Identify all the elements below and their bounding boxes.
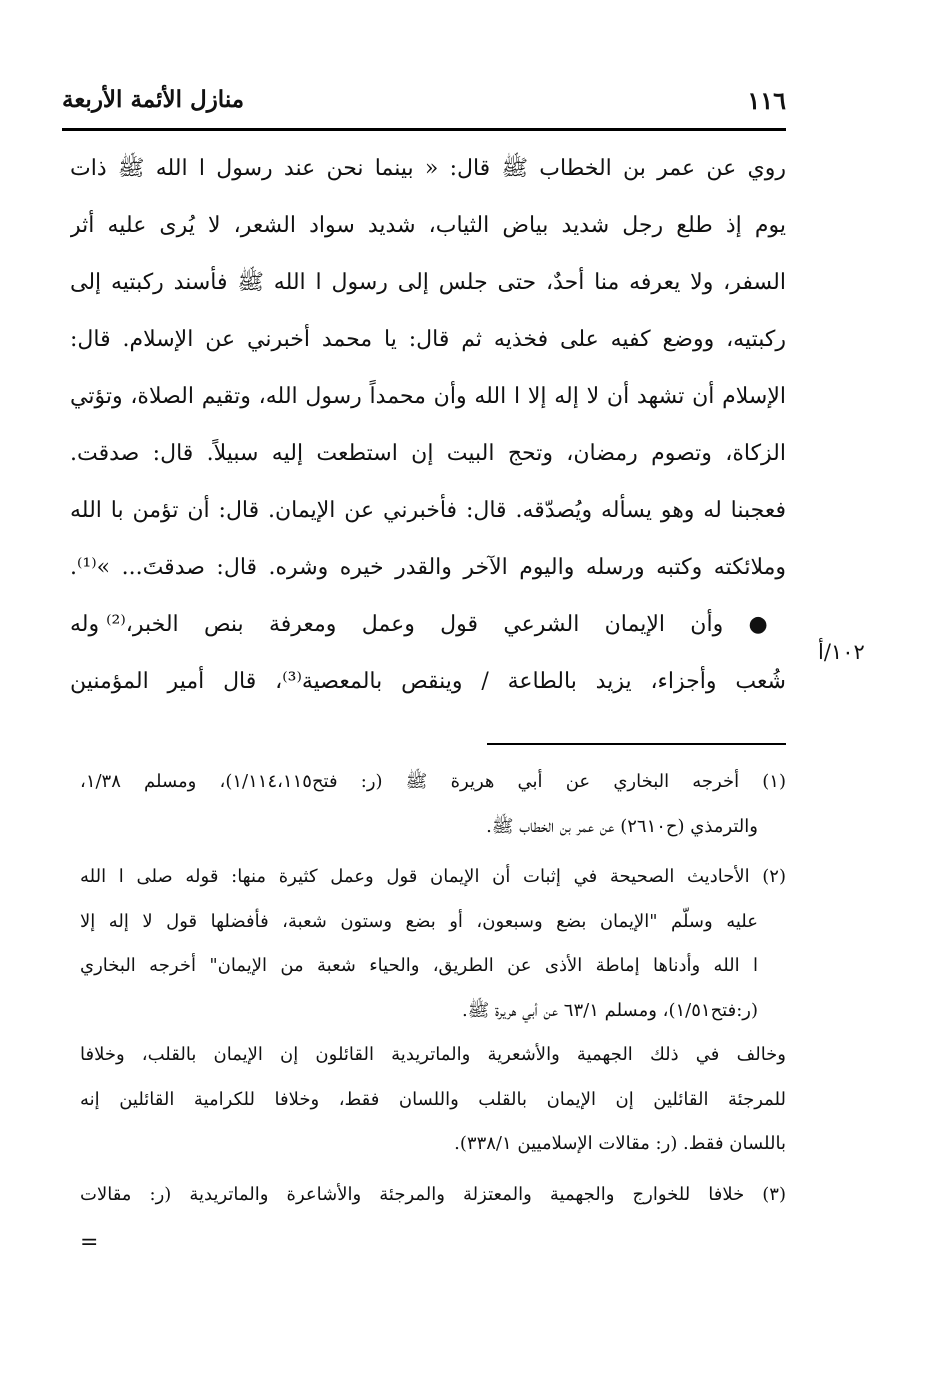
text-line: ● وأن الإيمان الشرعي قول وعمل ومعرفة بنص الخبر،⁽²⁾ وله [70, 612, 786, 637]
running-title: منازل الأئمة الأربعة [62, 86, 245, 113]
footnotes [80, 760, 786, 1217]
text-line: الزكاة، وتصوم رمضان، وتحج البيت إن استطعت إليه سبيلاً. قال: صدقت. [70, 441, 786, 466]
footnote-2-comment-line: وخالف في ذلك الجهمية والأشعرية والماتريدية القائلون إن الإيمان بالقلب، وخلافا [80, 1044, 786, 1065]
footnote-1-line: والترمذي (ح٢٦١٠) عن عمر بن الخطاب ﷺ. [486, 815, 758, 837]
continuation-mark: = [80, 1230, 99, 1255]
text-line: ركبتيه، ووضع كفيه على فخذيه ثم قال: يا محمد أخبرني عن الإسلام. قال: [70, 327, 786, 352]
text-line: وملائكته وكتبه ورسله واليوم الآخر والقدر خيره وشره. قال: صدقتَ... »⁽¹⁾. [70, 555, 786, 580]
main-text [70, 140, 786, 710]
header-rule [62, 128, 786, 131]
footnote-2-line: (ر:فتح١/٥١)، ومسلم ٦٣/١ عن أبي هريرة ﷺ. [461, 999, 758, 1021]
text-line: روي عن عمر بن الخطاب ﷺ قال: « بينما نحن عند رسول ا الله ﷺ ذات [70, 156, 786, 181]
margin-note: ١٠٢/أ [818, 640, 865, 664]
text-line: شُعب وأجزاء، يزيد بالطاعة / وينقص بالمعصية⁽³⁾، قال أمير المؤمنين [70, 669, 786, 694]
text-line: الإسلام أن تشهد أن لا إله إلا ا الله وأن محمداً رسول الله، وتقيم الصلاة، وتؤتي [70, 384, 786, 409]
footnote-2-comment-line: للمرجئة القائلين إن الإيمان بالقلب واللسان فقط، وخلافا للكرامية القائلين إنه [80, 1088, 786, 1110]
text-line: السفر، ولا يعرفه منا أحدٌ، حتى جلس إلى رسول ا الله ﷺ فأسند ركبتيه إلى [70, 270, 786, 295]
footnote-3-line: (٣) خلافا للخوارج والجهمية والمعتزلة والمرجئة والأشاعرة والماتريدية (ر: مقالات [80, 1183, 786, 1205]
text-line: فعجبنا له وهو يسأله ويُصدّقه. قال: فأخبرني عن الإيمان. قال: أن تؤمن با الله [70, 498, 786, 523]
footnote-2-line: (٢) الأحاديث الصحيحة في إثبات أن الإيمان قول وعمل كثيرة منها: قوله صلى ا الله [80, 866, 786, 887]
footnote-1-line: (١) أخرجه البخاري عن أبي هريرة ﷺ (ر: فتح١/١١٤،١١٥)، ومسلم ١/٣٨، [80, 771, 786, 792]
page-header [62, 86, 786, 128]
footnote-2-line: عليه وسلّم "الإيمان بضع وسبعون، أو بضع وستون شعبة، فأفضلها قول لا إله إلا [80, 910, 758, 932]
footnote-rule [487, 743, 786, 745]
text-line: يوم إذ طلع رجل شديد بياض الثياب، شديد سواد الشعر، لا يُرى عليه أثر [70, 213, 786, 238]
page-number: ١١٦ [747, 86, 786, 115]
footnote-2-comment-line: باللسان فقط. (ر: مقالات الإسلاميين ٣٣٨/١). [454, 1133, 786, 1154]
footnote-2-line: ا الله وأدناها إماطة الأذى عن الطريق، والحياء شعبة من الإيمان" أخرجه البخاري [80, 955, 758, 976]
